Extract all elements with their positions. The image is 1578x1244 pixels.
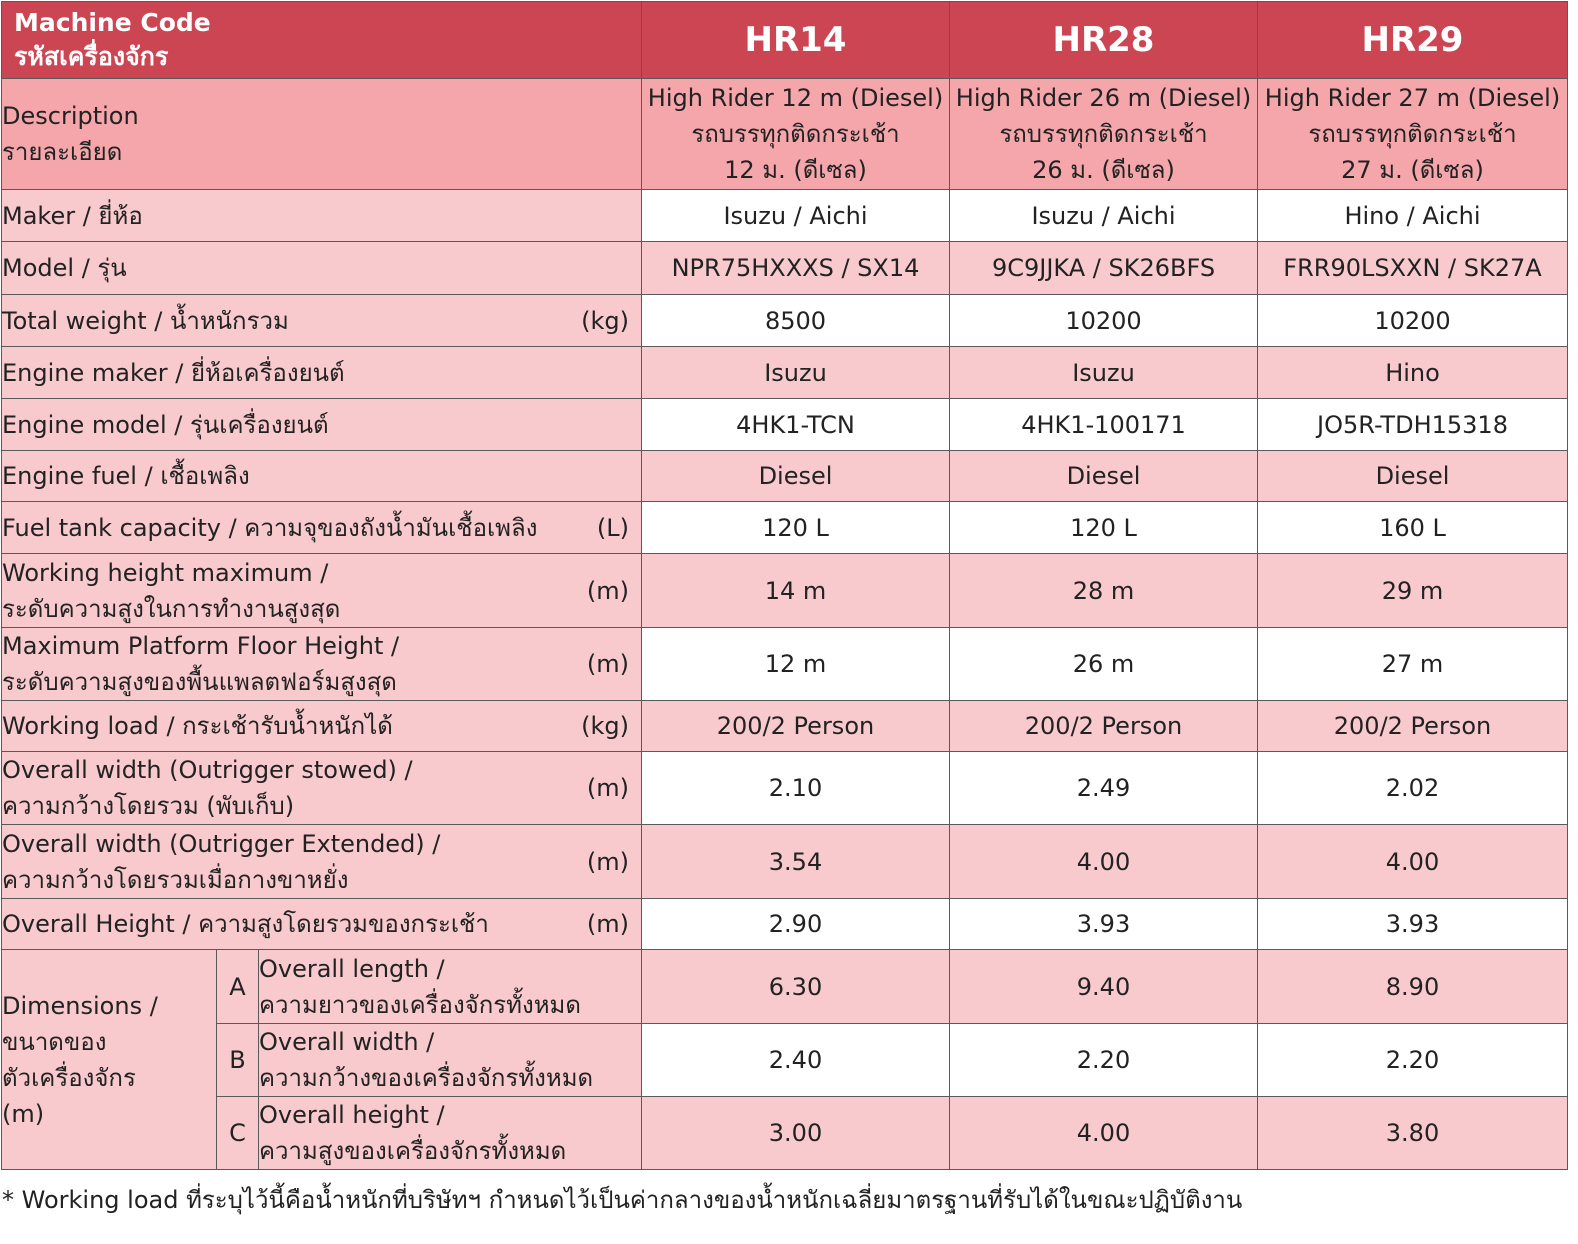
row-label [2,701,642,752]
dimensions-label-l4: (m) [2,1099,45,1128]
description-value-hr14 [642,79,950,190]
desc-line: รถบรรทุกติดกระเช้า [999,120,1208,148]
dimension-sublabel-en: Overall length / [259,954,445,983]
dimensions-label [2,950,217,1170]
dimension-letter: A [217,950,259,1024]
row-value: 2.49 [950,752,1258,825]
spec-row [2,399,1568,451]
spec-row [2,554,1568,628]
dimension-sublabel [259,1097,642,1170]
footnote: * Working load ที่ระบุไว้นี้คือน้ำหนักที่บริษัทฯ กำหนดไว้เป็นค่ากลางของน้ำหนักเฉลี่ยมาตรฐานที่รับได้ในขณะปฏิบัติงาน [2,1186,1243,1214]
spec-row [2,502,1568,554]
dimension-letter: B [217,1024,259,1097]
row-value: 6.30 [642,950,950,1024]
row-value: NPR75HXXXS / SX14 [642,242,950,295]
description-value-hr28 [950,79,1258,190]
row-value: 120 L [950,502,1258,554]
row-label-text: Total weight / น้ำหนักรวม [2,306,289,335]
row-label [2,190,642,242]
row-value: 12 m [642,628,950,701]
row-unit: (L) [596,513,629,542]
row-unit: (m) [586,847,629,876]
row-value: 10200 [950,295,1258,347]
row-value: 8500 [642,295,950,347]
row-value: 2.02 [1258,752,1568,825]
spec-row [2,899,1568,950]
row-label-text: Fuel tank capacity / ความจุของถังน้ำมันเชื้อเพลิง [2,513,538,542]
row-label [2,554,642,628]
desc-line: 12 ม. (ดีเซล) [724,156,867,184]
row-label-text-th: ระดับความสูงในการทำงานสูงสุด [2,594,341,623]
row-label [2,399,642,451]
row-value: 10200 [1258,295,1568,347]
row-value: 8.90 [1258,950,1568,1024]
dimension-sublabel-th: ความกว้างของเครื่องจักรทั้งหมด [259,1064,594,1092]
dimension-row-c [2,1097,1568,1170]
row-value: 9C9JJKA / SK26BFS [950,242,1258,295]
spec-table [1,1,1568,1170]
dimension-row-b [2,1024,1568,1097]
row-value: Isuzu [950,347,1258,399]
desc-line: รถบรรทุกติดกระเช้า [691,120,900,148]
row-value: 3.80 [1258,1097,1568,1170]
row-value: 3.93 [1258,899,1568,950]
description-label-th: รายละเอียด [2,138,123,166]
row-label-text: Overall width (Outrigger stowed) / [2,756,413,784]
row-label-text: Working load / กระเช้ารับน้ำหนักได้ [2,712,393,740]
dimensions-label-l2: ขนาดของ [2,1027,107,1056]
dimension-sublabel [259,950,642,1024]
row-label [2,502,642,554]
machine-code-en: Machine Code [14,8,211,37]
row-label-text-th: ความกว้างโดยรวมเมื่อกางขาหยั่ง [2,865,349,894]
row-value: 14 m [642,554,950,628]
row-label-text: Working height maximum / [2,558,329,587]
dimension-letter: C [217,1097,259,1170]
row-label [2,451,642,502]
row-label [2,825,642,899]
row-label-text-th: ความกว้างโดยรวม (พับเก็บ) [2,792,295,820]
dimension-sublabel-en: Overall width / [259,1028,435,1056]
spec-row [2,701,1568,752]
row-label [2,899,642,950]
row-label-text: Overall Height / ความสูงโดยรวมของกระเช้า [2,910,489,938]
row-value: 27 m [1258,628,1568,701]
row-value: 26 m [950,628,1258,701]
desc-line: High Rider 12 m (Diesel) [647,84,944,112]
desc-line: High Rider 27 m (Diesel) [1264,84,1561,112]
desc-line: 26 ม. (ดีเซล) [1032,156,1175,184]
machine-code-header [2,2,642,79]
row-unit: (m) [586,650,629,678]
header-row [2,2,1568,79]
row-label [2,295,642,347]
dimension-row-a [2,950,1568,1024]
spec-row [2,347,1568,399]
dimension-sublabel-th: ความยาวของเครื่องจักรทั้งหมด [259,990,581,1019]
row-value: 4.00 [1258,825,1568,899]
description-label-en: Description [2,102,139,130]
row-value: 2.40 [642,1024,950,1097]
row-label [2,628,642,701]
row-label-text: Engine maker / ยี่ห้อเครื่องยนต์ [2,358,345,387]
row-unit: (m) [586,910,629,938]
spec-row [2,242,1568,295]
row-value: Isuzu / Aichi [642,190,950,242]
description-value-hr29 [1258,79,1568,190]
row-value: 3.00 [642,1097,950,1170]
row-value: FRR90LSXXN / SK27A [1258,242,1568,295]
row-unit: (m) [586,576,629,605]
row-value: 2.90 [642,899,950,950]
row-value: 2.20 [950,1024,1258,1097]
model-header-hr14: HR14 [642,2,950,79]
row-value: 200/2 Person [950,701,1258,752]
row-label [2,752,642,825]
row-label-text: Overall width (Outrigger Extended) / [2,829,441,858]
description-label [2,79,642,190]
row-value: Hino / Aichi [1258,190,1568,242]
row-value: Diesel [642,451,950,502]
row-label-text: Maker / ยี่ห้อ [2,201,143,230]
spec-row [2,295,1568,347]
spec-row [2,825,1568,899]
dimension-sublabel-en: Overall height / [259,1101,445,1129]
row-value: 29 m [1258,554,1568,628]
row-value: 28 m [950,554,1258,628]
row-value: 200/2 Person [642,701,950,752]
row-value: Hino [1258,347,1568,399]
row-value: 4HK1-TCN [642,399,950,451]
spec-row [2,628,1568,701]
row-label-text: Engine fuel / เชื้อเพลิง [2,462,250,490]
row-value: Diesel [950,451,1258,502]
machine-code-th: รหัสเครื่องจักร [14,42,169,71]
row-value: 9.40 [950,950,1258,1024]
row-value: 2.10 [642,752,950,825]
row-value: 4.00 [950,825,1258,899]
row-value: JO5R-TDH15318 [1258,399,1568,451]
row-value: 3.54 [642,825,950,899]
row-unit: (m) [586,774,629,802]
row-value: 120 L [642,502,950,554]
row-label-text: Engine model / รุ่นเครื่องยนต์ [2,410,329,439]
dimension-sublabel-th: ความสูงของเครื่องจักรทั้งหมด [259,1137,567,1165]
row-value: 4.00 [950,1097,1258,1170]
row-value: 160 L [1258,502,1568,554]
row-label-text: Model / รุ่น [2,254,127,282]
dimension-sublabel [259,1024,642,1097]
model-header-hr28: HR28 [950,2,1258,79]
desc-line: รถบรรทุกติดกระเช้า [1308,120,1517,148]
spec-row [2,451,1568,502]
row-unit: (kg) [581,712,629,740]
row-unit: (kg) [581,306,629,335]
desc-line: 27 ม. (ดีเซล) [1341,156,1484,184]
row-value: Isuzu [642,347,950,399]
desc-line: High Rider 26 m (Diesel) [955,84,1252,112]
row-label-text: Maximum Platform Floor Height / [2,632,400,660]
row-value: Diesel [1258,451,1568,502]
row-label-text-th: ระดับความสูงของพื้นแพลตฟอร์มสูงสุด [2,668,397,696]
row-value: 200/2 Person [1258,701,1568,752]
spec-row [2,190,1568,242]
model-header-hr29: HR29 [1258,2,1568,79]
row-label [2,242,642,295]
dimensions-label-l1: Dimensions / [2,991,158,1020]
row-value: 3.93 [950,899,1258,950]
row-value: Isuzu / Aichi [950,190,1258,242]
dimensions-label-l3: ตัวเครื่องจักร [2,1063,136,1092]
row-value: 2.20 [1258,1024,1568,1097]
spec-row [2,752,1568,825]
row-value: 4HK1-100171 [950,399,1258,451]
description-row [2,79,1568,190]
row-label [2,347,642,399]
